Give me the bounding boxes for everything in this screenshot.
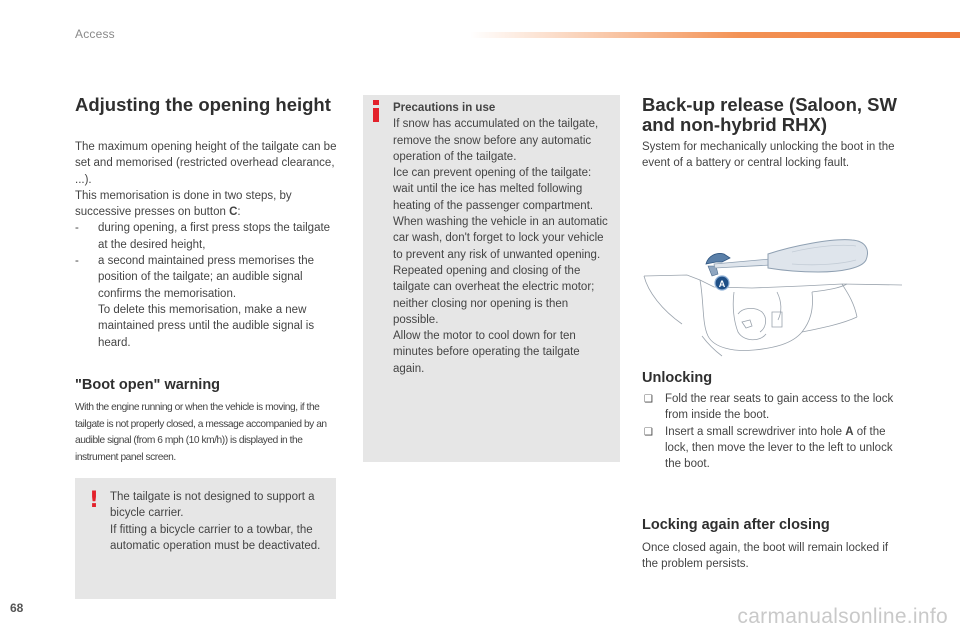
- section-label: Access: [75, 27, 115, 41]
- adjust-intro: The maximum opening height of the tailgate can be set and memorised (restricted overhead clearance, ...).: [75, 141, 337, 186]
- list-item: [75, 253, 340, 351]
- adjust-heading: Adjusting the opening height: [75, 94, 331, 115]
- step-text: Insert a small screwdriver into hole: [665, 425, 846, 438]
- illustration-label-a: A: [718, 279, 726, 289]
- backup-heading: Back-up release (Saloon, SW and non-hybrid RHX): [642, 94, 897, 135]
- unlocking-heading: Unlocking: [642, 370, 713, 386]
- warning-text: [110, 489, 325, 554]
- info-title: Precautions in use: [393, 102, 496, 114]
- list-item: [642, 424, 902, 473]
- step-text: during opening, a first press stops the tailgate at the desired height,: [98, 222, 331, 251]
- info-icon: [371, 100, 381, 122]
- info-paragraph: If snow has accumulated on the tailgate, remove the snow before any automatic operation of the tailgate.: [393, 118, 599, 163]
- hole-a-ref: A: [845, 425, 854, 438]
- unlocking-steps: [642, 391, 902, 472]
- adjust-steps-text: This memorisation is done in two steps, by successive presses on button: [75, 189, 292, 219]
- warning-text-1: The tailgate is not designed to support a bicycle carrier.: [110, 491, 315, 520]
- locking-text: Once closed again, the boot will remain locked if the problem persists.: [642, 542, 889, 571]
- info-paragraph: Ice can prevent opening of the tailgate: wait until the ice has melted following heating of the passenger compartment.: [393, 167, 594, 212]
- checkbox-bullet-icon: ❑: [644, 426, 653, 438]
- step-text: a second maintained press memorises the position of the tailgate; an audible signal confirms the memorisation.: [98, 255, 315, 300]
- list-item: [642, 391, 902, 424]
- warning-box: [75, 478, 336, 599]
- button-c-ref: C: [229, 206, 238, 219]
- warning-text-2: If fitting a bicycle carrier to a towbar, the automatic operation must be deactivated.: [110, 523, 321, 552]
- step-delete-text: To delete this memorisation, make a new maintained press until the audible signal is heard.: [98, 303, 315, 349]
- checkbox-bullet-icon: ❑: [644, 394, 653, 405]
- watermark: carmanualsonline.info: [737, 605, 948, 628]
- info-paragraph: Allow the motor to cool down for ten minutes before operating the tailgate again.: [393, 330, 580, 375]
- list-item: [75, 220, 340, 253]
- adjust-steps-intro: [75, 188, 340, 221]
- step-text: Fold the rear seats to gain access to the lock from inside the boot.: [665, 393, 894, 422]
- dash-bullet: -: [75, 222, 79, 235]
- boot-lock-illustration: [642, 232, 904, 357]
- info-text: [393, 100, 613, 377]
- adjust-body: [75, 139, 340, 351]
- info-paragraph: Repeated opening and closing of the tailgate can overheat the electric motor; neither closing nor opening is then possible.: [393, 264, 595, 326]
- header-accent-bar: [470, 32, 960, 38]
- exclamation-icon: !: [89, 488, 100, 513]
- boot-warning-text: With the engine running or when the vehicle is moving, if the tailgate is not properly closed, a message accompanied by an audible signal (from 6 mph (10 km/h)) is displayed in the instrument panel screen.: [75, 402, 327, 463]
- dash-bullet: -: [75, 255, 79, 268]
- page-number: 68: [10, 601, 24, 615]
- boot-warning-heading: "Boot open" warning: [75, 377, 221, 393]
- info-paragraph: When washing the vehicle in an automatic car wash, don't forget to lock your vehicle to prevent any risk of unwanted opening.: [393, 216, 608, 261]
- info-box: [363, 95, 620, 462]
- locking-heading: Locking again after closing: [642, 517, 830, 533]
- adjust-steps-list: [75, 220, 340, 350]
- backup-text: System for mechanically unlocking the boot in the event of a battery or central locking fault.: [642, 141, 895, 170]
- step-text-end: of the lock, then move the lever to the left to unlock the boot.: [665, 425, 893, 471]
- adjust-steps-colon: :: [237, 206, 241, 219]
